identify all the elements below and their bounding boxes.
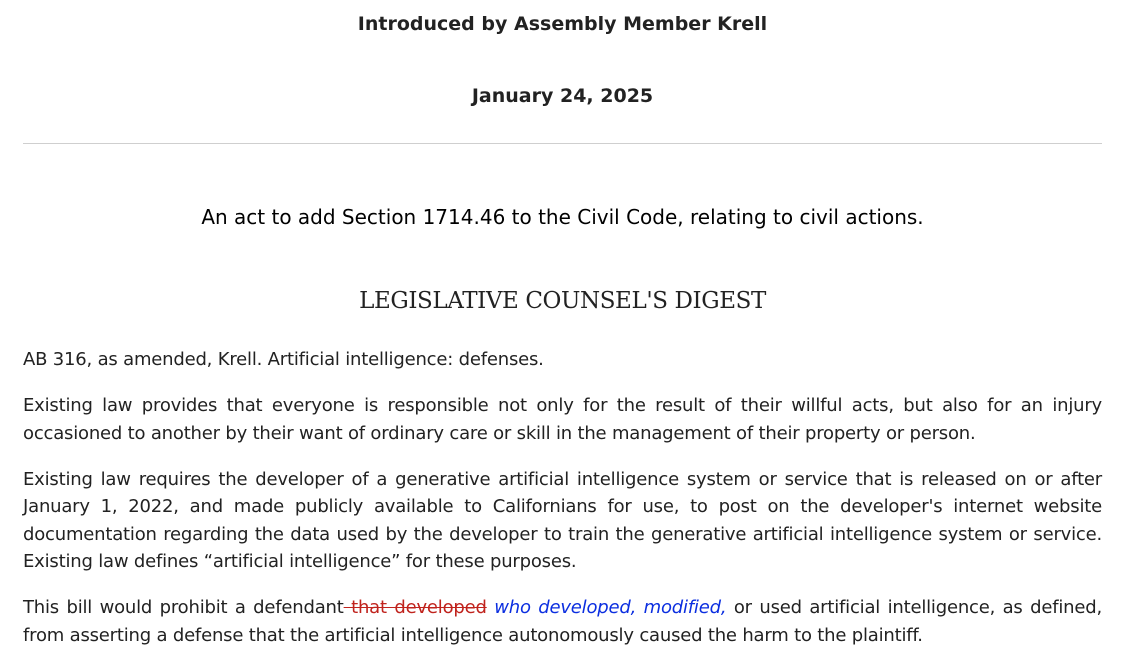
introduction-date: January 24, 2025 bbox=[471, 85, 654, 107]
paragraph-text: or used artificial intelligence, as defined, from asserting a defense that the artificial intelligence autonomously caused the harm to the plaintiff. bbox=[23, 597, 1102, 646]
inserted-text: who developed, modified, bbox=[494, 597, 727, 618]
digest-body bbox=[23, 346, 1102, 668]
digest-paragraph-amended bbox=[23, 594, 1102, 649]
digest-paragraph: Existing law provides that everyone is responsible not only for the result of their willful acts, but also for an injury occasioned to another by their want of ordinary care or skill in the management of their property or person. bbox=[23, 395, 1102, 444]
digest-heading: LEGISLATIVE COUNSEL'S DIGEST bbox=[359, 288, 766, 314]
deleted-text: that developed bbox=[343, 597, 487, 618]
paragraph-text: This bill would prohibit a defendant bbox=[23, 597, 344, 618]
introduced-by: Introduced by Assembly Member Krell bbox=[357, 13, 768, 35]
divider bbox=[23, 143, 1102, 144]
digest-paragraph: Existing law requires the developer of a generative artificial intelligence system or service that is released on or after January 1, 2022, and made publicly available to Californians for use, to post on the developer's internet website documentation regarding the data used by the developer to train the generative artificial intelligence system or service. Existing law defines “artificial intelligence” for these purposes. bbox=[23, 468, 1102, 572]
act-title: An act to add Section 1714.46 to the Civil Code, relating to civil actions. bbox=[201, 205, 924, 229]
digest-summary: AB 316, as amended, Krell. Artificial intelligence: defenses. bbox=[23, 349, 544, 370]
